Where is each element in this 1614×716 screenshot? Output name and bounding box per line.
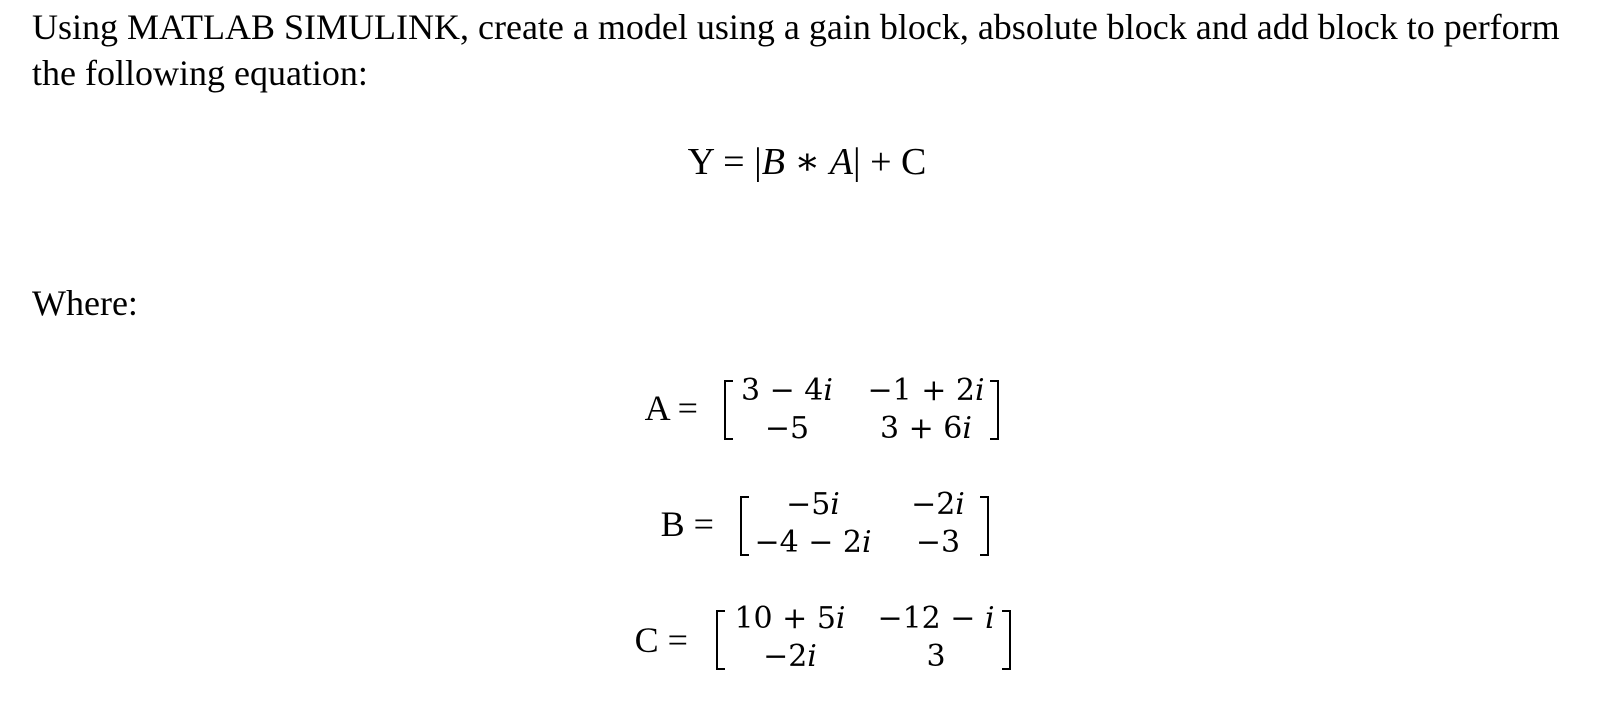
equation-lhs: Y = |	[687, 141, 762, 183]
main-equation	[0, 138, 1614, 186]
matrix-c-cell-r1c2: −12 − 𝑖	[877, 601, 995, 636]
matrix-c-cell-r1c1: 10 + 5𝑖	[734, 601, 846, 636]
equation-var-a: A	[829, 141, 853, 183]
matrix-a-right-bracket	[990, 380, 999, 440]
matrix-a	[0, 368, 1614, 448]
problem-statement: Using MATLAB SIMULINK, create a model using a gain block, absolute block and add block to perform the following equation:	[32, 7, 1560, 93]
matrix-c-label: C =	[634, 620, 688, 660]
matrix-a-cell-r1c2: −1 + 2𝑖	[867, 373, 985, 408]
matrix-b-right-bracket	[980, 496, 989, 556]
equation-var-b: B	[761, 141, 785, 183]
matrix-a-label: A =	[644, 388, 698, 428]
matrix-b-cell-r2c2: −3	[915, 525, 961, 560]
matrix-c	[0, 598, 1614, 678]
matrix-b-cell-r1c2: −2𝑖	[911, 487, 965, 522]
where-label: Where:	[32, 283, 138, 323]
matrix-a-cell-r1c1: 3 − 4𝑖	[741, 373, 833, 408]
matrix-b-cell-r2c1: −4 − 2𝑖	[754, 525, 872, 560]
matrix-b	[0, 484, 1614, 564]
matrix-a-cell-r2c1: −5	[764, 411, 810, 446]
matrix-c-cell-r2c2: 3	[926, 639, 946, 674]
matrix-b-label: B =	[660, 504, 714, 544]
matrix-c-right-bracket	[1002, 610, 1011, 670]
equation-operator: ∗	[784, 141, 830, 183]
matrix-c-cell-r2c1: −2𝑖	[763, 639, 817, 674]
matrix-b-cell-r1c1: −5𝑖	[786, 487, 840, 522]
matrix-a-cell-r2c2: 3 + 6𝑖	[880, 411, 972, 446]
equation-rhs: | + C	[852, 141, 927, 183]
